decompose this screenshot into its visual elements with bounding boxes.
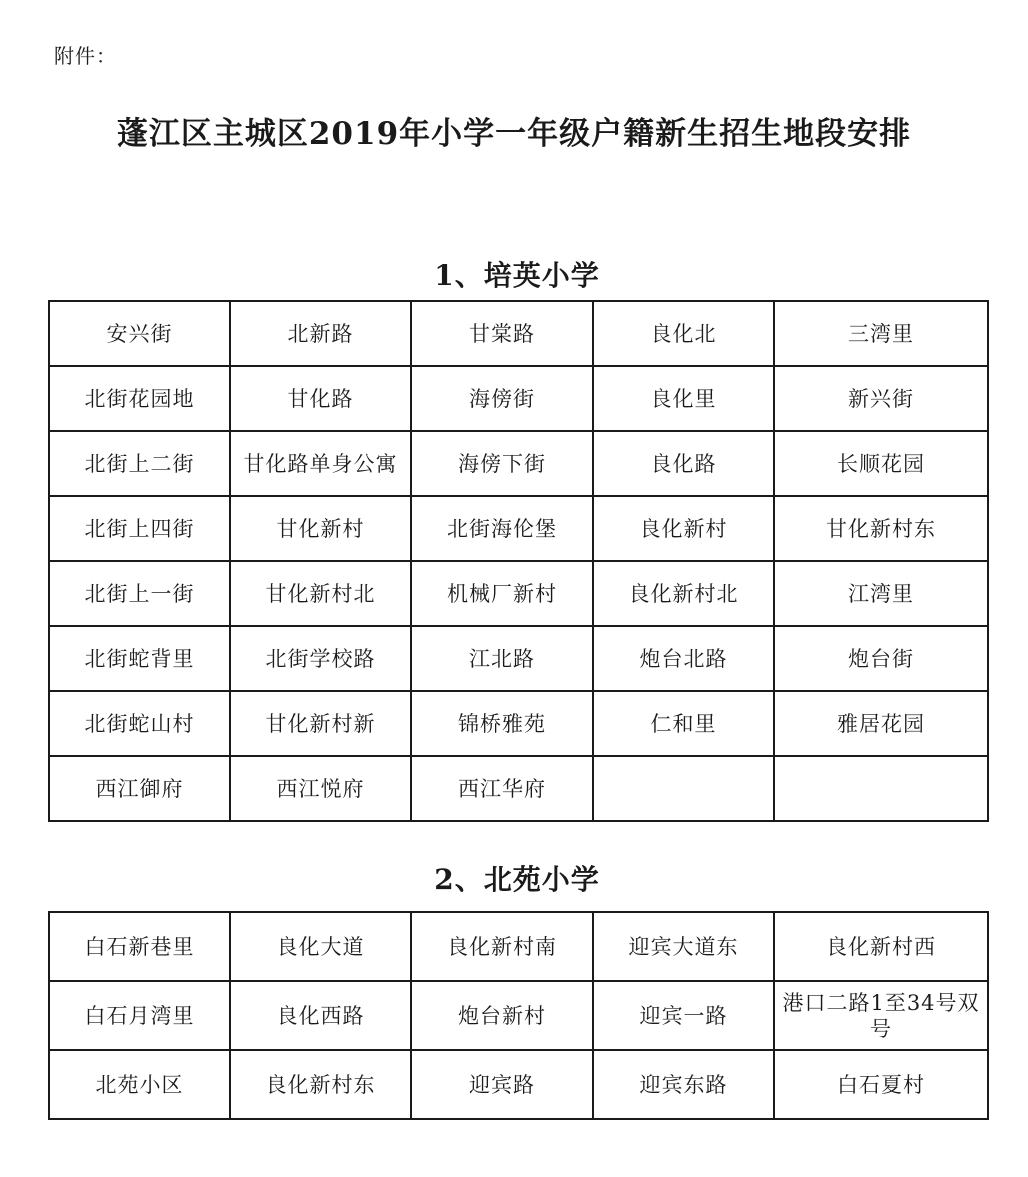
table-cell: 北街海伦堡 bbox=[411, 496, 593, 561]
table-row bbox=[49, 981, 988, 1050]
table-row bbox=[49, 912, 988, 981]
table-cell: 良化新村南 bbox=[411, 912, 593, 981]
table-cell: 甘化新村 bbox=[230, 496, 411, 561]
table-cell: 仁和里 bbox=[593, 691, 774, 756]
table-cell: 白石新巷里 bbox=[49, 912, 230, 981]
table-cell: 北街上四街 bbox=[49, 496, 230, 561]
table-cell: 江北路 bbox=[411, 626, 593, 691]
table-cell: 甘化新村新 bbox=[230, 691, 411, 756]
table-cell: 良化大道 bbox=[230, 912, 411, 981]
section-heading-beiyuan: 2、北苑小学 bbox=[434, 863, 600, 896]
table-cell: 甘化路 bbox=[230, 366, 411, 431]
table-cell bbox=[774, 756, 988, 821]
table-cell: 良化新村北 bbox=[593, 561, 774, 626]
table-cell: 良化路 bbox=[593, 431, 774, 496]
table-cell: 北街蛇背里 bbox=[49, 626, 230, 691]
table-row bbox=[49, 626, 988, 691]
table-cell: 白石夏村 bbox=[774, 1050, 988, 1119]
table-cell: 良化里 bbox=[593, 366, 774, 431]
table-cell: 锦桥雅苑 bbox=[411, 691, 593, 756]
table-cell: 炮台街 bbox=[774, 626, 988, 691]
table-row bbox=[49, 431, 988, 496]
table-cell: 甘化新村北 bbox=[230, 561, 411, 626]
table-cell: 港口二路1至34号双号 bbox=[774, 981, 988, 1050]
table-cell: 良化新村西 bbox=[774, 912, 988, 981]
table-row bbox=[49, 301, 988, 366]
peiying-district-table bbox=[48, 300, 989, 822]
section-heading-peiying: 1、培英小学 bbox=[434, 259, 600, 292]
table-cell: 西江华府 bbox=[411, 756, 593, 821]
table-cell: 西江御府 bbox=[49, 756, 230, 821]
table-cell: 新兴街 bbox=[774, 366, 988, 431]
table-cell: 北街蛇山村 bbox=[49, 691, 230, 756]
table-cell: 炮台北路 bbox=[593, 626, 774, 691]
table-cell: 甘化路单身公寓 bbox=[230, 431, 411, 496]
attachment-label: 附件： bbox=[54, 44, 117, 68]
table-cell: 良化新村 bbox=[593, 496, 774, 561]
table-cell: 三湾里 bbox=[774, 301, 988, 366]
table-cell: 良化新村东 bbox=[230, 1050, 411, 1119]
table-cell: 白石月湾里 bbox=[49, 981, 230, 1050]
table-cell: 甘棠路 bbox=[411, 301, 593, 366]
table-cell: 炮台新村 bbox=[411, 981, 593, 1050]
table-cell: 江湾里 bbox=[774, 561, 988, 626]
beiyuan-district-table bbox=[48, 911, 989, 1120]
table-cell: 机械厂新村 bbox=[411, 561, 593, 626]
table-cell: 长顺花园 bbox=[774, 431, 988, 496]
table-cell: 北街上二街 bbox=[49, 431, 230, 496]
table-cell: 海傍下街 bbox=[411, 431, 593, 496]
table-cell: 西江悦府 bbox=[230, 756, 411, 821]
table-cell: 迎宾路 bbox=[411, 1050, 593, 1119]
table-cell: 良化北 bbox=[593, 301, 774, 366]
table-cell: 海傍街 bbox=[411, 366, 593, 431]
table-row bbox=[49, 496, 988, 561]
table-cell: 安兴街 bbox=[49, 301, 230, 366]
table-cell: 北街花园地 bbox=[49, 366, 230, 431]
table-cell: 北街上一街 bbox=[49, 561, 230, 626]
table-row bbox=[49, 756, 988, 821]
table-row bbox=[49, 366, 988, 431]
table-cell bbox=[593, 756, 774, 821]
table-cell: 雅居花园 bbox=[774, 691, 988, 756]
table-row bbox=[49, 1050, 988, 1119]
table-cell: 良化西路 bbox=[230, 981, 411, 1050]
table-row bbox=[49, 561, 988, 626]
table-cell: 迎宾一路 bbox=[593, 981, 774, 1050]
document-title: 蓬江区主城区2019年小学一年级户籍新生招生地段安排 bbox=[116, 116, 912, 152]
table-cell: 北街学校路 bbox=[230, 626, 411, 691]
table-cell: 甘化新村东 bbox=[774, 496, 988, 561]
table-row bbox=[49, 691, 988, 756]
table-cell: 迎宾东路 bbox=[593, 1050, 774, 1119]
table-cell: 北新路 bbox=[230, 301, 411, 366]
table-cell: 迎宾大道东 bbox=[593, 912, 774, 981]
table-cell: 北苑小区 bbox=[49, 1050, 230, 1119]
